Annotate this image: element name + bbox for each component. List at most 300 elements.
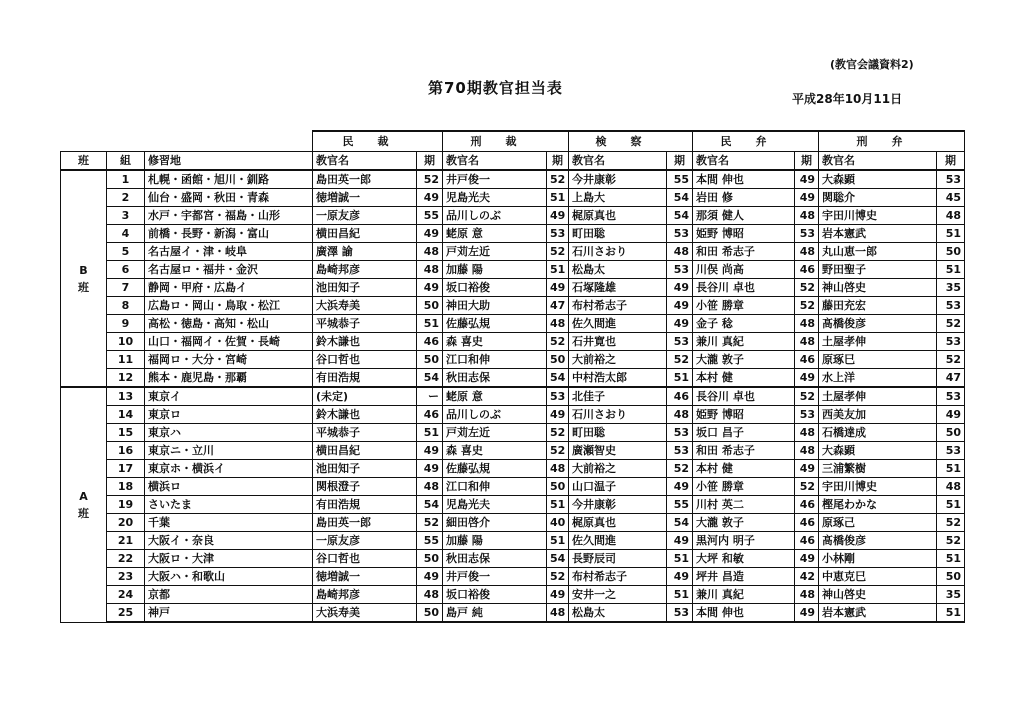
table-row — [61, 568, 965, 586]
teacher-ki-cell: 48 — [937, 207, 965, 225]
teacher-ki-cell: 52 — [547, 568, 569, 586]
teacher-ki-cell: 46 — [795, 532, 819, 550]
teacher-name-cell: 原琢巳 — [819, 351, 937, 369]
table-row — [61, 514, 965, 532]
location-cell: さいたま — [145, 496, 313, 514]
teacher-ki-cell: 50 — [937, 243, 965, 261]
teacher-name-cell: 小笹 勝章 — [693, 297, 795, 315]
teacher-ki-cell: 49 — [547, 279, 569, 297]
teacher-ki-cell: 52 — [937, 532, 965, 550]
teacher-name-cell: 小林剛 — [819, 550, 937, 568]
teacher-ki-cell: 48 — [795, 442, 819, 460]
teacher-name-cell: 江口和伸 — [443, 351, 547, 369]
teacher-ki-cell: 48 — [795, 424, 819, 442]
kumi-cell: 2 — [107, 189, 145, 207]
teacher-name-cell: 井戸俊一 — [443, 170, 547, 189]
teacher-ki-cell: 46 — [795, 514, 819, 532]
teacher-ki-cell: 52 — [937, 351, 965, 369]
teacher-name-cell: 今井康彰 — [569, 496, 667, 514]
teacher-ki-cell: 47 — [937, 369, 965, 388]
teacher-name-cell: 佐久間進 — [569, 532, 667, 550]
table-row — [61, 442, 965, 460]
teacher-ki-cell: 51 — [547, 261, 569, 279]
teacher-ki-cell: 52 — [547, 424, 569, 442]
teacher-ki-cell: 54 — [547, 550, 569, 568]
table-row — [61, 532, 965, 550]
teacher-name-cell: 土屋孝伸 — [819, 333, 937, 351]
teacher-name-cell: 石川さおり — [569, 406, 667, 424]
teacher-ki-cell: 45 — [937, 189, 965, 207]
teacher-name-cell: 神田大助 — [443, 297, 547, 315]
teacher-ki-cell: 50 — [547, 478, 569, 496]
teacher-ki-cell: 53 — [937, 170, 965, 189]
header-teacher: 教官名 — [819, 152, 937, 171]
category-kensatsu: 検察 — [569, 131, 693, 152]
teacher-name-cell: 佐藤弘規 — [443, 315, 547, 333]
teacher-name-cell: 姫野 博昭 — [693, 225, 795, 243]
teacher-name-cell: 梶原真也 — [569, 514, 667, 532]
teacher-ki-cell: 55 — [417, 207, 443, 225]
teacher-name-cell: 樫尾わかな — [819, 496, 937, 514]
location-cell: 札幌・函館・旭川・釧路 — [145, 170, 313, 189]
teacher-name-cell: 兼川 真紀 — [693, 586, 795, 604]
header-han: 班 — [61, 152, 107, 171]
teacher-name-cell: 有田浩規 — [313, 496, 417, 514]
teacher-ki-cell: 53 — [937, 333, 965, 351]
teacher-ki-cell: 46 — [795, 351, 819, 369]
teacher-ki-cell: 48 — [795, 333, 819, 351]
teacher-ki-cell: 46 — [417, 406, 443, 424]
teacher-name-cell: 長野辰司 — [569, 550, 667, 568]
teacher-ki-cell: 49 — [547, 406, 569, 424]
teacher-name-cell: 鈴木謙也 — [313, 406, 417, 424]
teacher-name-cell: 大森顕 — [819, 170, 937, 189]
teacher-ki-cell: 50 — [937, 568, 965, 586]
header-teacher: 教官名 — [313, 152, 417, 171]
teacher-name-cell: 小笹 勝章 — [693, 478, 795, 496]
teacher-ki-cell: 51 — [547, 496, 569, 514]
teacher-name-cell: 池田知子 — [313, 279, 417, 297]
table-row — [61, 243, 965, 261]
table-row — [61, 604, 965, 623]
teacher-name-cell: 秋田志保 — [443, 550, 547, 568]
table-row — [61, 387, 965, 406]
table-row — [61, 170, 965, 189]
teacher-name-cell: 品川しのぶ — [443, 207, 547, 225]
table-row — [61, 297, 965, 315]
teacher-ki-cell: 48 — [547, 604, 569, 623]
location-cell: 京都 — [145, 586, 313, 604]
teacher-ki-cell: 35 — [937, 279, 965, 297]
location-cell: 福岡ロ・大分・宮崎 — [145, 351, 313, 369]
teacher-ki-cell: 53 — [667, 261, 693, 279]
teacher-name-cell: 町田聡 — [569, 424, 667, 442]
teacher-name-cell: 三浦繁樹 — [819, 460, 937, 478]
teacher-name-cell: 那須 健人 — [693, 207, 795, 225]
teacher-ki-cell: 49 — [547, 207, 569, 225]
teacher-ki-cell: 49 — [937, 406, 965, 424]
teacher-ki-cell: 35 — [937, 586, 965, 604]
teacher-ki-cell: 49 — [795, 170, 819, 189]
kumi-cell: 9 — [107, 315, 145, 333]
location-cell: 水戸・宇都宮・福島・山形 — [145, 207, 313, 225]
category-header-row — [61, 131, 965, 152]
teacher-ki-cell: 48 — [795, 243, 819, 261]
teacher-name-cell: 島崎邦彦 — [313, 586, 417, 604]
teacher-name-cell: 中村浩太郎 — [569, 369, 667, 388]
location-cell: 名古屋ロ・福井・金沢 — [145, 261, 313, 279]
teacher-name-cell: 和田 希志子 — [693, 442, 795, 460]
teacher-name-cell: 森 喜史 — [443, 442, 547, 460]
teacher-name-cell: 髙橋俊彦 — [819, 532, 937, 550]
location-cell: 名古屋イ・津・岐阜 — [145, 243, 313, 261]
location-cell: 横浜ロ — [145, 478, 313, 496]
teacher-name-cell: 島田英一郎 — [313, 170, 417, 189]
table-body — [61, 170, 965, 622]
teacher-ki-cell: 51 — [417, 315, 443, 333]
teacher-name-cell: 谷口哲也 — [313, 550, 417, 568]
teacher-name-cell: 土屋孝伸 — [819, 387, 937, 406]
location-cell: 大阪イ・奈良 — [145, 532, 313, 550]
teacher-ki-cell: 46 — [795, 496, 819, 514]
teacher-ki-cell: 50 — [417, 351, 443, 369]
table-row — [61, 369, 965, 388]
teacher-name-cell: 大浜寿美 — [313, 297, 417, 315]
location-cell: 東京イ — [145, 387, 313, 406]
teacher-ki-cell: 52 — [795, 279, 819, 297]
teacher-name-cell: 石井寛也 — [569, 333, 667, 351]
teacher-ki-cell: 40 — [547, 514, 569, 532]
teacher-name-cell: 姫野 博昭 — [693, 406, 795, 424]
teacher-name-cell: 上島大 — [569, 189, 667, 207]
teacher-name-cell: 鈴木謙也 — [313, 333, 417, 351]
teacher-ki-cell: 53 — [937, 297, 965, 315]
teacher-name-cell: 島田英一郎 — [313, 514, 417, 532]
document-reference-note: (教官会議資料2) — [830, 58, 914, 71]
teacher-name-cell: 長谷川 卓也 — [693, 387, 795, 406]
location-cell: 東京ホ・横浜イ — [145, 460, 313, 478]
kumi-cell: 11 — [107, 351, 145, 369]
category-minben: 民弁 — [693, 131, 819, 152]
teacher-name-cell: 廣瀬智史 — [569, 442, 667, 460]
table-row — [61, 225, 965, 243]
location-cell: 熊本・鹿児島・那覇 — [145, 369, 313, 388]
teacher-ki-cell: 49 — [417, 279, 443, 297]
teacher-ki-cell: 52 — [795, 387, 819, 406]
teacher-name-cell: 藤田充宏 — [819, 297, 937, 315]
location-cell: 山口・福岡イ・佐賀・長崎 — [145, 333, 313, 351]
teacher-name-cell: 池田知子 — [313, 460, 417, 478]
teacher-name-cell: 黒河内 明子 — [693, 532, 795, 550]
teacher-name-cell: 島戸 純 — [443, 604, 547, 623]
teacher-ki-cell: 49 — [667, 315, 693, 333]
kumi-cell: 25 — [107, 604, 145, 623]
teacher-name-cell: 坂口裕俊 — [443, 279, 547, 297]
teacher-name-cell: 関聡介 — [819, 189, 937, 207]
kumi-cell: 15 — [107, 424, 145, 442]
teacher-ki-cell: 49 — [667, 279, 693, 297]
teacher-ki-cell: 48 — [417, 586, 443, 604]
teacher-name-cell: 有田浩規 — [313, 369, 417, 388]
teacher-name-cell: 岩本憲武 — [819, 225, 937, 243]
teacher-name-cell: 徳増誠一 — [313, 189, 417, 207]
teacher-name-cell: 川俣 尚高 — [693, 261, 795, 279]
teacher-ki-cell: 53 — [667, 424, 693, 442]
teacher-name-cell: 山口温子 — [569, 478, 667, 496]
teacher-ki-cell: 54 — [417, 496, 443, 514]
kumi-cell: 13 — [107, 387, 145, 406]
teacher-ki-cell: 51 — [547, 189, 569, 207]
teacher-ki-cell: 53 — [667, 333, 693, 351]
teacher-ki-cell: 55 — [667, 170, 693, 189]
location-cell: 仙台・盛岡・秋田・青森 — [145, 189, 313, 207]
kumi-cell: 22 — [107, 550, 145, 568]
teacher-name-cell: 大瀧 敦子 — [693, 351, 795, 369]
teacher-name-cell: 和田 希志子 — [693, 243, 795, 261]
teacher-ki-cell: 55 — [667, 496, 693, 514]
teacher-ki-cell: 47 — [547, 297, 569, 315]
teacher-name-cell: 石塚隆雄 — [569, 279, 667, 297]
teacher-ki-cell: 51 — [937, 460, 965, 478]
teacher-name-cell: 川村 英二 — [693, 496, 795, 514]
location-cell: 千葉 — [145, 514, 313, 532]
header-teacher: 教官名 — [693, 152, 795, 171]
teacher-name-cell: 坂口裕俊 — [443, 586, 547, 604]
teacher-ki-cell: 51 — [937, 604, 965, 623]
table-row — [61, 279, 965, 297]
kumi-cell: 7 — [107, 279, 145, 297]
teacher-ki-cell: 51 — [667, 586, 693, 604]
teacher-ki-cell: 54 — [417, 369, 443, 388]
teacher-name-cell: 廣澤 諭 — [313, 243, 417, 261]
teacher-ki-cell: 54 — [667, 189, 693, 207]
teacher-ki-cell: 51 — [937, 261, 965, 279]
table-row — [61, 189, 965, 207]
teacher-ki-cell: 51 — [937, 225, 965, 243]
teacher-ki-cell: 53 — [547, 225, 569, 243]
teacher-name-cell: 本間 伸也 — [693, 604, 795, 623]
teacher-name-cell: 長谷川 卓也 — [693, 279, 795, 297]
header-ki: 期 — [937, 152, 965, 171]
teacher-name-cell: 徳増誠一 — [313, 568, 417, 586]
location-cell: 静岡・甲府・広島イ — [145, 279, 313, 297]
teacher-ki-cell: 50 — [417, 297, 443, 315]
teacher-name-cell: 細田啓介 — [443, 514, 547, 532]
location-cell: 神戸 — [145, 604, 313, 623]
table-row — [61, 333, 965, 351]
kumi-cell: 8 — [107, 297, 145, 315]
header-ki: 期 — [667, 152, 693, 171]
teacher-ki-cell: 51 — [937, 550, 965, 568]
teacher-ki-cell: 53 — [937, 387, 965, 406]
column-header-row — [61, 152, 965, 171]
teacher-ki-cell: 51 — [937, 496, 965, 514]
teacher-name-cell: 加藤 陽 — [443, 532, 547, 550]
teacher-ki-cell: 49 — [667, 297, 693, 315]
teacher-ki-cell: 42 — [795, 568, 819, 586]
group-label: A 班 — [61, 387, 107, 622]
teacher-name-cell: 平城恭子 — [313, 315, 417, 333]
header-ki: 期 — [417, 152, 443, 171]
teacher-name-cell: 大坪 和敏 — [693, 550, 795, 568]
table-row — [61, 315, 965, 333]
teacher-ki-cell: 52 — [667, 460, 693, 478]
teacher-ki-cell: 49 — [795, 604, 819, 623]
header-kumi: 組 — [107, 152, 145, 171]
kumi-cell: 19 — [107, 496, 145, 514]
teacher-name-cell: 今井康彰 — [569, 170, 667, 189]
teacher-ki-cell: 52 — [417, 170, 443, 189]
teacher-name-cell: 原琢己 — [819, 514, 937, 532]
teacher-ki-cell: 48 — [417, 243, 443, 261]
teacher-ki-cell: 54 — [667, 514, 693, 532]
teacher-name-cell: 大瀧 敦子 — [693, 514, 795, 532]
teacher-ki-cell: 46 — [417, 333, 443, 351]
category-spacer — [61, 131, 313, 152]
kumi-cell: 6 — [107, 261, 145, 279]
header-ki: 期 — [547, 152, 569, 171]
teacher-name-cell: 布村希志子 — [569, 297, 667, 315]
kumi-cell: 16 — [107, 442, 145, 460]
teacher-name-cell: 蛯原 意 — [443, 225, 547, 243]
teacher-ki-cell: 49 — [547, 586, 569, 604]
location-cell: 大阪ロ・大津 — [145, 550, 313, 568]
teacher-name-cell: 蛯原 意 — [443, 387, 547, 406]
teacher-name-cell: 加藤 陽 — [443, 261, 547, 279]
teacher-name-cell: 岩田 修 — [693, 189, 795, 207]
teacher-name-cell: 坪井 昌造 — [693, 568, 795, 586]
teacher-ki-cell: ー — [417, 387, 443, 406]
teacher-name-cell: 秋田志保 — [443, 369, 547, 388]
teacher-ki-cell: 50 — [547, 351, 569, 369]
teacher-ki-cell: 50 — [417, 604, 443, 623]
teacher-ki-cell: 48 — [667, 243, 693, 261]
teacher-ki-cell: 48 — [417, 261, 443, 279]
teacher-name-cell: 石橋達成 — [819, 424, 937, 442]
teacher-ki-cell: 51 — [417, 424, 443, 442]
table-row — [61, 586, 965, 604]
teacher-ki-cell: 52 — [417, 514, 443, 532]
kumi-cell: 12 — [107, 369, 145, 388]
teacher-name-cell: 佐藤弘規 — [443, 460, 547, 478]
teacher-name-cell: 大前裕之 — [569, 351, 667, 369]
teacher-ki-cell: 48 — [417, 478, 443, 496]
category-minsai: 民裁 — [313, 131, 443, 152]
teacher-ki-cell: 49 — [667, 532, 693, 550]
teacher-name-cell: 宇田川博史 — [819, 207, 937, 225]
teacher-ki-cell: 52 — [795, 297, 819, 315]
teacher-name-cell: 品川しのぶ — [443, 406, 547, 424]
table-row — [61, 478, 965, 496]
teacher-name-cell: 神山啓史 — [819, 586, 937, 604]
teacher-name-cell: 大森顕 — [819, 442, 937, 460]
kumi-cell: 5 — [107, 243, 145, 261]
teacher-ki-cell: 55 — [417, 532, 443, 550]
kumi-cell: 24 — [107, 586, 145, 604]
teacher-ki-cell: 53 — [667, 225, 693, 243]
teacher-name-cell: 髙橋俊彦 — [819, 315, 937, 333]
teacher-name-cell: 水上洋 — [819, 369, 937, 388]
kumi-cell: 4 — [107, 225, 145, 243]
teacher-ki-cell: 49 — [795, 460, 819, 478]
group-label: B 班 — [61, 170, 107, 387]
teacher-assignment-table — [60, 130, 965, 623]
kumi-cell: 10 — [107, 333, 145, 351]
table-row — [61, 207, 965, 225]
teacher-name-cell: 神山啓史 — [819, 279, 937, 297]
teacher-name-cell: 横田昌紀 — [313, 225, 417, 243]
teacher-name-cell: 中恵克巳 — [819, 568, 937, 586]
teacher-name-cell: 児島光夫 — [443, 189, 547, 207]
teacher-name-cell: (未定) — [313, 387, 417, 406]
table-row — [61, 351, 965, 369]
teacher-ki-cell: 46 — [667, 387, 693, 406]
teacher-name-cell: 丸山恵一郎 — [819, 243, 937, 261]
kumi-cell: 1 — [107, 170, 145, 189]
location-cell: 高松・徳島・高知・松山 — [145, 315, 313, 333]
teacher-name-cell: 宇田川博史 — [819, 478, 937, 496]
header-teacher: 教官名 — [569, 152, 667, 171]
teacher-name-cell: 町田聡 — [569, 225, 667, 243]
teacher-name-cell: 安井一之 — [569, 586, 667, 604]
kumi-cell: 18 — [107, 478, 145, 496]
teacher-ki-cell: 52 — [795, 478, 819, 496]
table-row — [61, 496, 965, 514]
teacher-ki-cell: 51 — [667, 550, 693, 568]
teacher-name-cell: 平城恭子 — [313, 424, 417, 442]
teacher-ki-cell: 48 — [547, 315, 569, 333]
category-keisai: 刑裁 — [443, 131, 569, 152]
teacher-ki-cell: 48 — [795, 315, 819, 333]
teacher-name-cell: 大前裕之 — [569, 460, 667, 478]
teacher-ki-cell: 53 — [667, 604, 693, 623]
teacher-name-cell: 梶原真也 — [569, 207, 667, 225]
header-ki: 期 — [795, 152, 819, 171]
teacher-ki-cell: 46 — [795, 261, 819, 279]
category-keiben: 刑弁 — [819, 131, 965, 152]
teacher-ki-cell: 53 — [795, 225, 819, 243]
teacher-ki-cell: 52 — [547, 170, 569, 189]
teacher-ki-cell: 48 — [795, 586, 819, 604]
teacher-ki-cell: 49 — [795, 369, 819, 388]
kumi-cell: 3 — [107, 207, 145, 225]
teacher-name-cell: 児島光夫 — [443, 496, 547, 514]
teacher-name-cell: 戸苅左近 — [443, 243, 547, 261]
teacher-ki-cell: 52 — [667, 351, 693, 369]
kumi-cell: 17 — [107, 460, 145, 478]
teacher-ki-cell: 48 — [547, 460, 569, 478]
teacher-name-cell: 森 喜史 — [443, 333, 547, 351]
teacher-ki-cell: 52 — [937, 315, 965, 333]
teacher-ki-cell: 49 — [417, 460, 443, 478]
teacher-ki-cell: 48 — [667, 406, 693, 424]
teacher-ki-cell: 53 — [937, 442, 965, 460]
document-date: 平成28年10月11日 — [792, 92, 903, 106]
teacher-name-cell: 坂口 昌子 — [693, 424, 795, 442]
teacher-ki-cell: 51 — [547, 532, 569, 550]
teacher-ki-cell: 53 — [547, 387, 569, 406]
teacher-name-cell: 佐久間進 — [569, 315, 667, 333]
teacher-name-cell: 谷口哲也 — [313, 351, 417, 369]
teacher-ki-cell: 51 — [667, 369, 693, 388]
teacher-name-cell: 兼川 真紀 — [693, 333, 795, 351]
teacher-name-cell: 本間 伸也 — [693, 170, 795, 189]
table-row — [61, 550, 965, 568]
teacher-name-cell: 松島太 — [569, 604, 667, 623]
teacher-name-cell: 大浜寿美 — [313, 604, 417, 623]
teacher-name-cell: 布村希志子 — [569, 568, 667, 586]
teacher-name-cell: 金子 稔 — [693, 315, 795, 333]
